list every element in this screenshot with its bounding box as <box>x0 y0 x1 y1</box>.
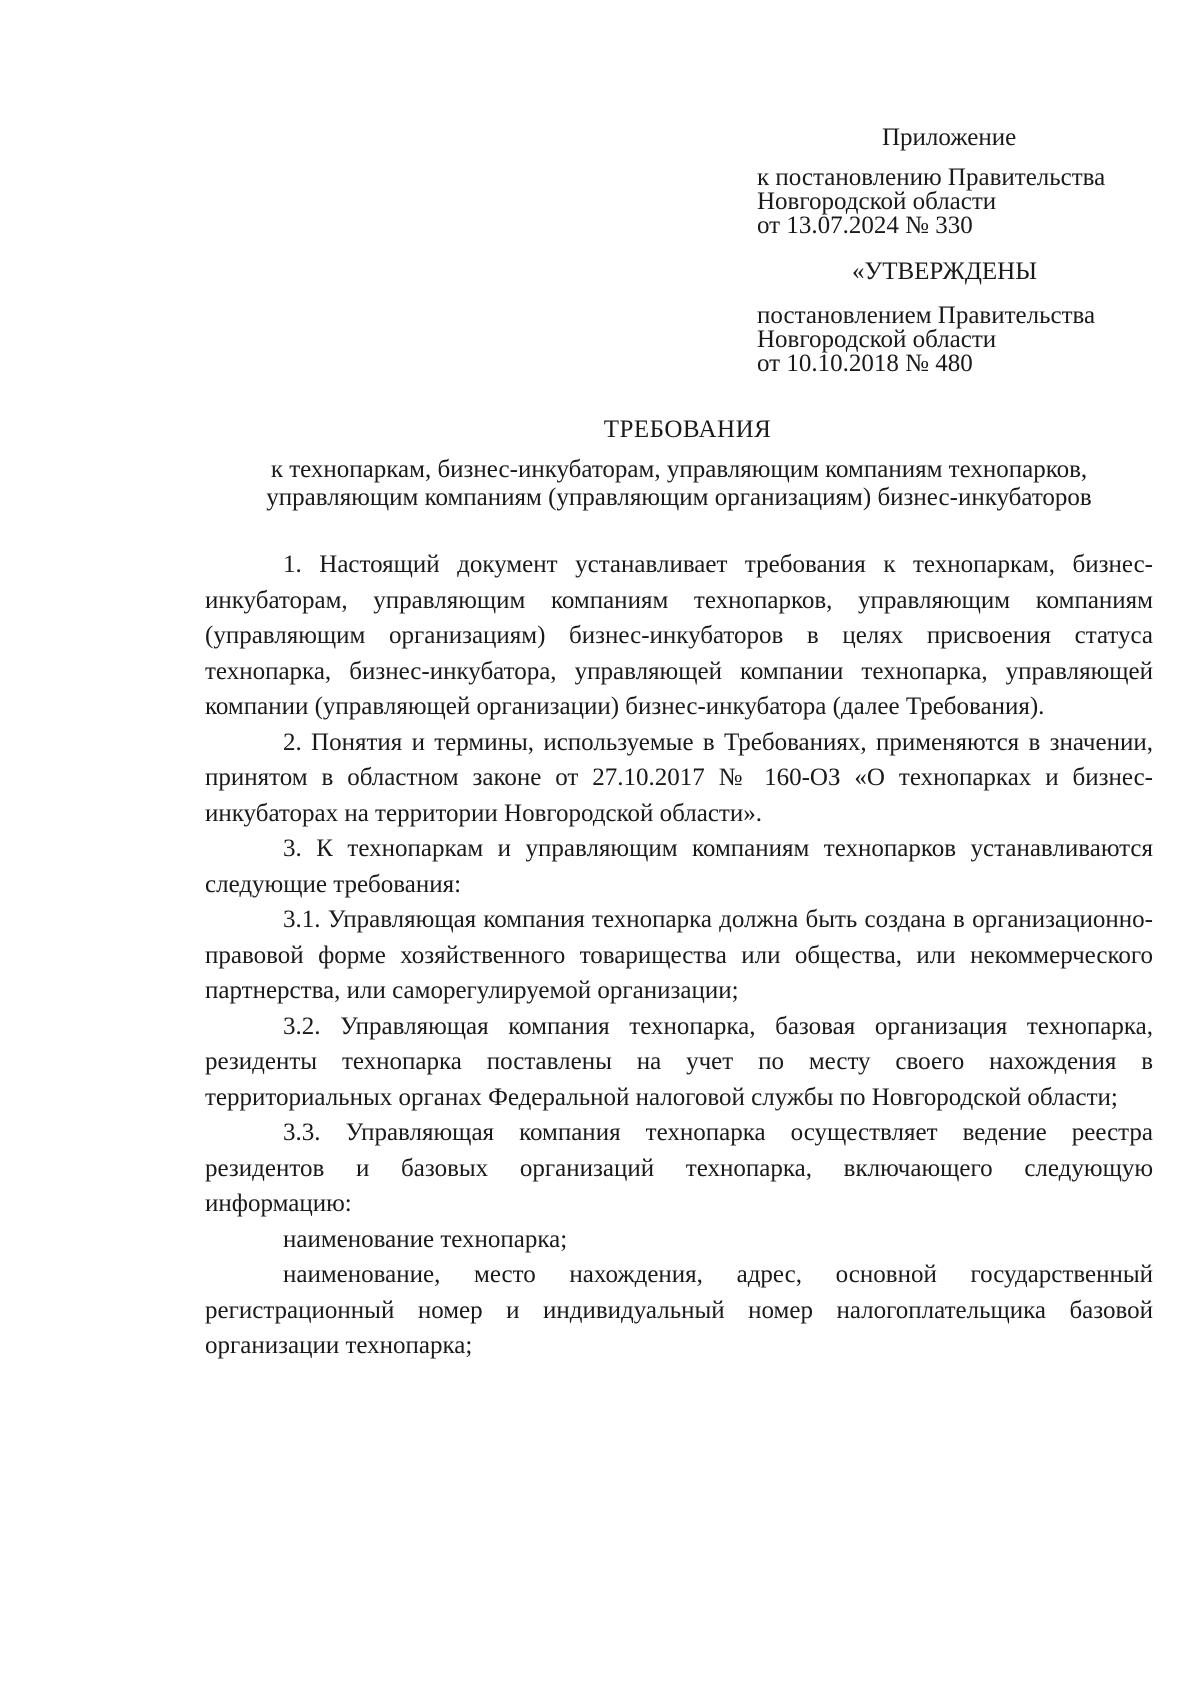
appendix-block <box>757 124 1177 238</box>
paragraph-3-2: 3.2. Управляющая компания технопарка, базовая организация технопарка, резиденты технопарка поставлены на учет по месту своего нахождения в территориальных органах Федеральной налоговой службы по Новгородской области; <box>205 1012 1153 1111</box>
document-subtitle <box>205 456 1153 512</box>
approval-line: постановлением Правительства <box>757 302 1096 329</box>
appendix-line: Новгородской области <box>757 188 997 215</box>
appendix-line: от 13.07.2024 № 330 <box>757 212 973 239</box>
paragraph-3-3: 3.3. Управляющая компания технопарка осуществляет ведение реестра резидентов и базовых организаций технопарка, включающего следующую информацию: <box>205 1119 1153 1217</box>
paragraph-3-1: 3.1. Управляющая компания технопарка должна быть создана в организационно-правовой форме хозяйственного товарищества или общества, или некоммерческого партнерства, или саморегулируемой организации; <box>205 906 1153 1004</box>
appendix-line: к постановлению Правительства <box>757 164 1106 191</box>
paragraph-3: 3. К технопаркам и управляющим компаниям технопарков устанавливаются следующие требования: <box>205 835 1153 898</box>
approval-line: Новгородской области <box>757 326 997 353</box>
approval-line: от 10.10.2018 № 480 <box>757 350 973 377</box>
subtitle-line: к технопаркам, бизнес-инкубаторам, управляющим компаниям технопарков, <box>270 456 1088 483</box>
approval-heading: «УТВЕРЖДЕНЫ <box>852 258 1038 285</box>
list-item-technopark-name: наименование технопарка; <box>283 1225 568 1253</box>
document-title: ТРЕБОВАНИЯ <box>603 416 772 443</box>
approval-block <box>757 258 1177 376</box>
appendix-heading: Приложение <box>882 124 1017 151</box>
paragraph-2: 2. Понятия и термины, используемые в Требованиях, применяются в значении, принятом в областном законе от 27.10.2017 № 160-ОЗ «О технопарках и бизнес-инкубаторах на территории Новгородской области». <box>205 728 1153 827</box>
list-item-base-organization: наименование, место нахождения, адрес, основной государственный регистрационный номер и индивидуальный номер налогоплательщика базовой организации технопарка; <box>205 1261 1153 1359</box>
subtitle-line: управляющим компаниям (управляющим организациям) бизнес-инкубаторов <box>266 484 1092 511</box>
paragraph-1: 1. Настоящий документ устанавливает требования к технопаркам, бизнес-инкубаторам, управляющим компаниям технопарков, управляющим компаниям (управляющим организациям) бизнес-инкубаторов в целях присвоения статуса технопарка, бизнес-инкубатора, управляющей компании технопарка, управляющей компании (управляющей организации) бизнес-инкубатора (далее Требования). <box>205 551 1153 720</box>
document-body <box>205 547 1153 1364</box>
